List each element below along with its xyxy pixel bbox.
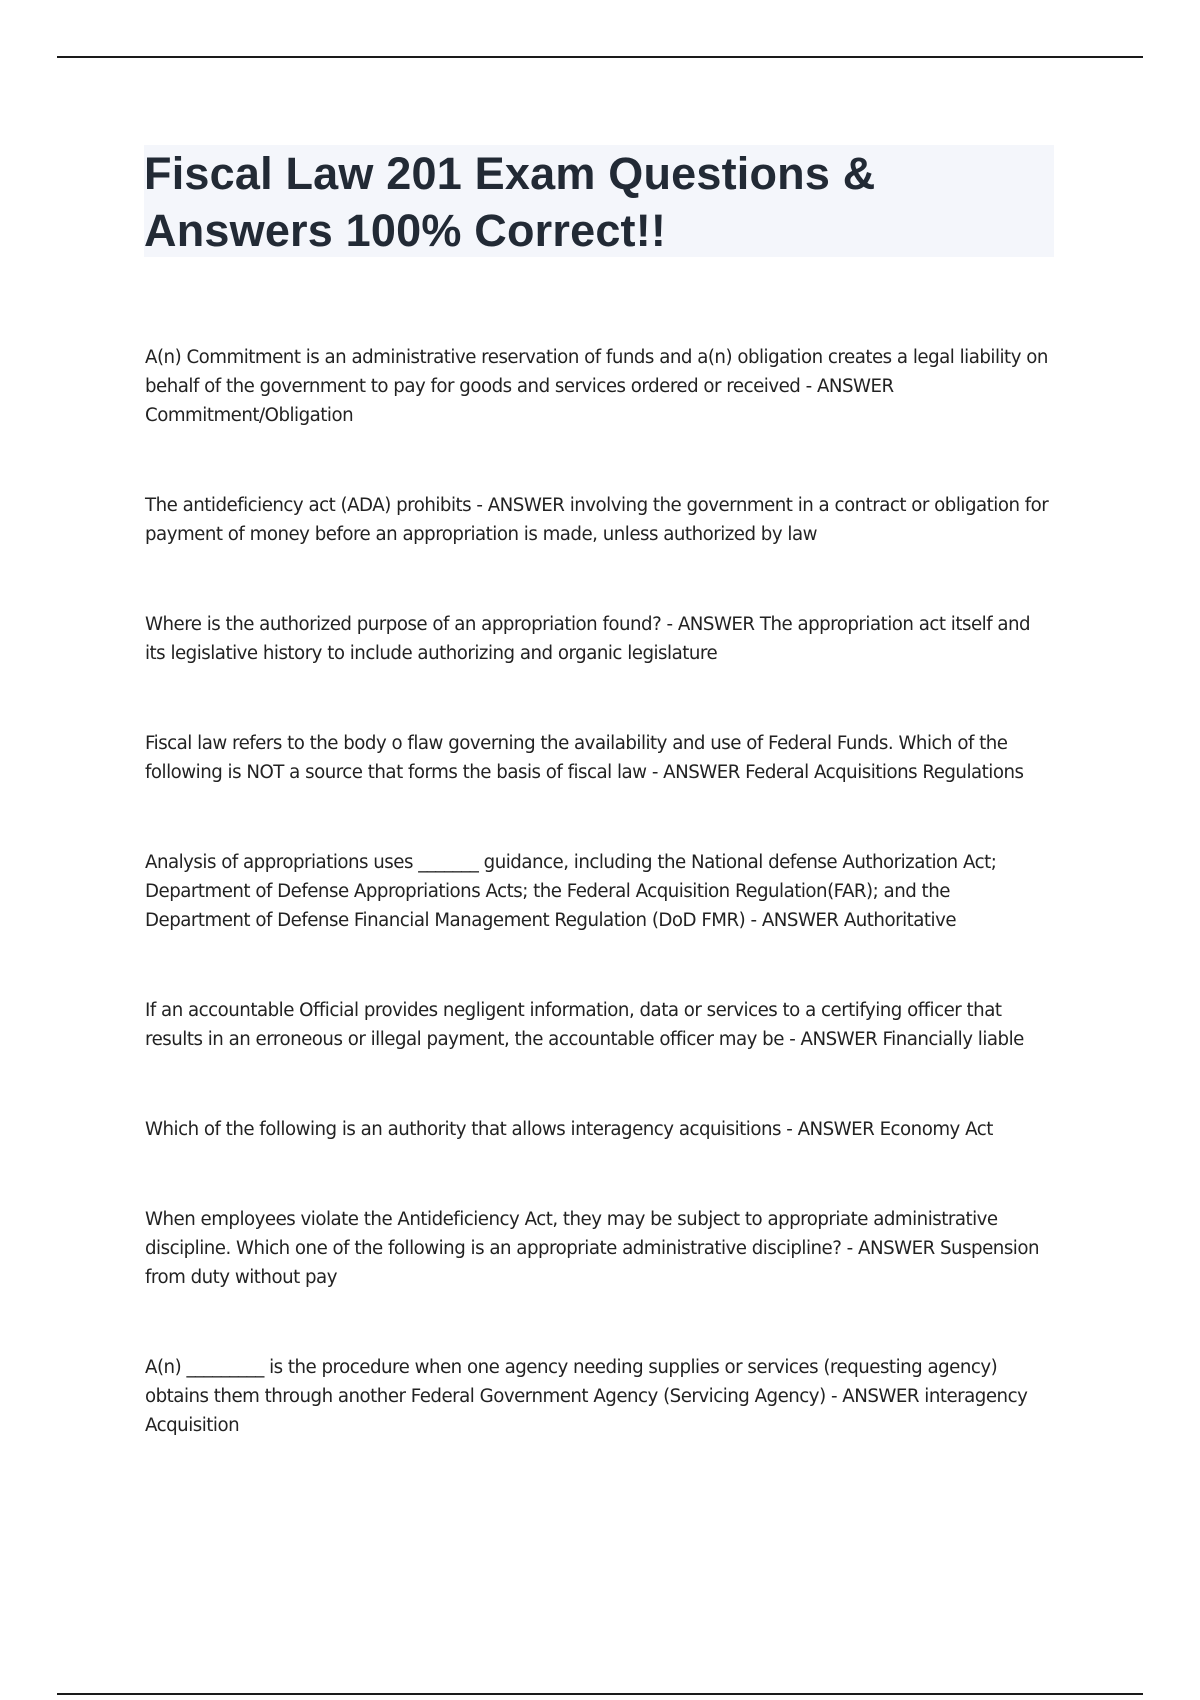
top-rule [57, 56, 1143, 58]
spacer [145, 1292, 1055, 1353]
qa-item: If an accountable Official provides negligent information, data or services to a certifying officer that results in an erroneous or illegal payment, the accountable officer may be - ANSWER Financially liable [145, 1000, 1024, 1050]
spacer [145, 668, 1055, 729]
spacer [145, 935, 1055, 996]
qa-item: A(n) Commitment is an administrative reservation of funds and a(n) obligation creates a legal liability on behalf of the government to pay for goods and services ordered or received - ANSWER Commitment/Obligation [145, 347, 1048, 426]
qa-item: A(n) _________ is the procedure when one agency needing supplies or services (requesting agency) obtains them through another Federal Government Agency (Servicing Agency) - ANSWER interagency Acquisition [145, 1357, 1028, 1436]
qa-item: Where is the authorized purpose of an appropriation found? - ANSWER The appropriation act itself and its legislative history to include authorizing and organic legislature [145, 614, 1031, 664]
document-title: Fiscal Law 201 Exam Questions & Answers 100% Correct!! [144, 148, 876, 256]
spacer [145, 1144, 1055, 1205]
qa-item: Which of the following is an authority that allows interagency acquisitions - ANSWER Economy Act [145, 1119, 993, 1140]
qa-item: Fiscal law refers to the body o flaw governing the availability and use of Federal Funds. Which of the following is NOT a source that forms the basis of fiscal law - ANSWER Federal Acquisitions Regulations [145, 733, 1024, 783]
qa-item: Analysis of appropriations uses _______ guidance, including the National defense Authorization Act; Department of Defense Appropriations Acts; the Federal Acquisition Regulation(FAR); and the Department of Defense Financial Management Regulation (DoD FMR) - ANSWER Authoritative [145, 852, 997, 931]
spacer [145, 430, 1055, 491]
title-block [144, 145, 1054, 257]
spacer [145, 549, 1055, 610]
qa-item: The antideficiency act (ADA) prohibits - ANSWER involving the government in a contract or obligation for payment of money before an appropriation is made, unless authorized by law [145, 495, 1049, 545]
qa-item: When employees violate the Antideficiency Act, they may be subject to appropriate administrative discipline. Which one of the following is an appropriate administrative discipline? - ANSWER Suspension from duty without pay [145, 1209, 1040, 1288]
spacer [145, 1054, 1055, 1115]
bottom-rule [57, 1693, 1143, 1695]
qa-list [145, 343, 1055, 1440]
spacer [145, 787, 1055, 848]
